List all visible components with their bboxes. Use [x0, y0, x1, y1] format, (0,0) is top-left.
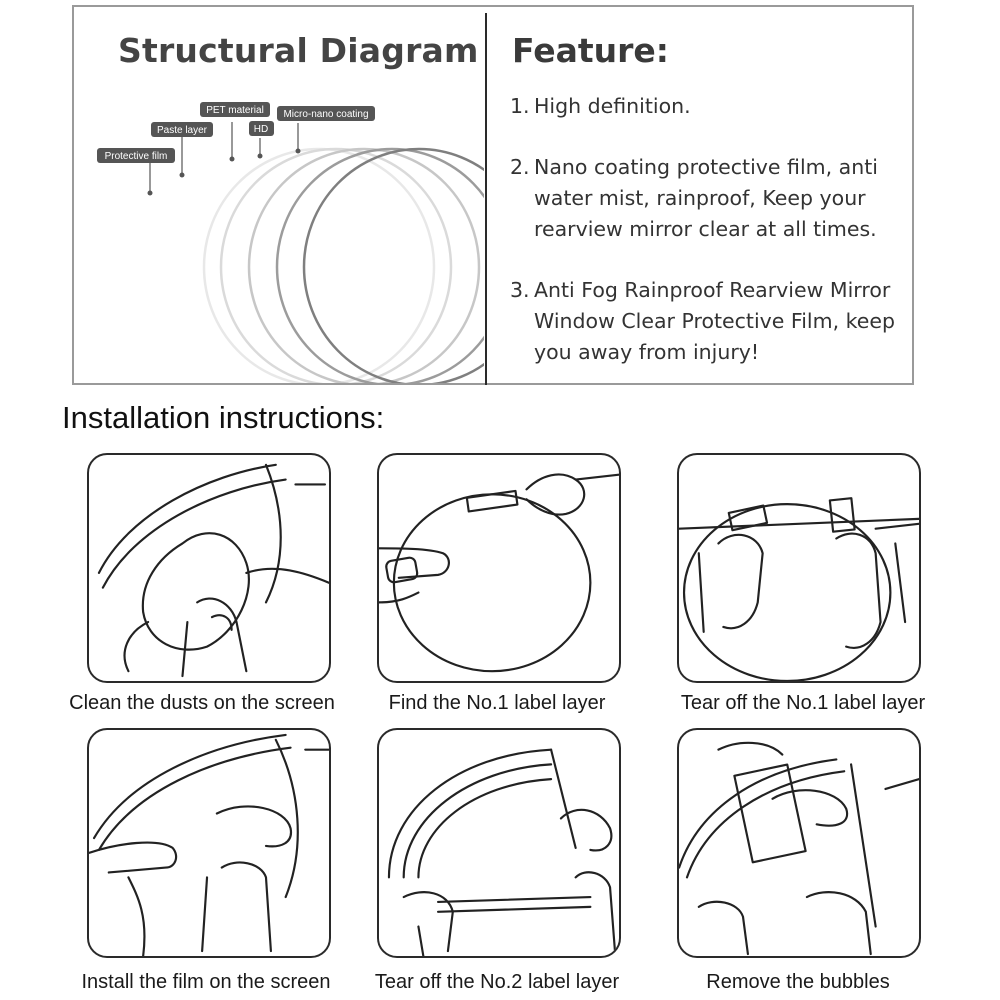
step-5-caption: Tear off the No.2 label layer — [374, 971, 620, 993]
label-hd: HD — [253, 124, 269, 135]
step-1-caption: Clean the dusts on the screen — [69, 692, 335, 714]
feature-number: 1. — [510, 94, 530, 118]
step-4-illustration — [87, 728, 331, 958]
label-pet-material: PET material — [206, 105, 264, 116]
feature-item-3 — [510, 275, 910, 368]
feature-item-1 — [510, 91, 910, 122]
structural-diagram-title: Structural Diagram — [118, 31, 479, 70]
ring-hd — [277, 149, 484, 383]
ring-protective-film — [204, 149, 434, 383]
label-micro-nano-coating: Micro-nano coating — [283, 109, 369, 120]
step-3-illustration — [677, 453, 921, 683]
feature-item-2 — [510, 152, 910, 245]
feature-list — [510, 91, 910, 398]
label-paste-layer: Paste layer — [156, 125, 208, 136]
feature-title: Feature: — [512, 31, 669, 70]
label-protective-film: Protective film — [104, 151, 168, 162]
top-info-box — [72, 5, 914, 385]
column-divider — [485, 13, 487, 385]
feature-number: 2. — [510, 155, 530, 179]
step-2-illustration — [377, 453, 621, 683]
ring-micro-nano-coating — [304, 149, 484, 383]
step-4-caption: Install the film on the screen — [81, 971, 331, 993]
step-3-caption: Tear off the No.1 label layer — [680, 692, 926, 714]
installation-title: Installation instructions: — [62, 400, 385, 435]
feature-text: High definition. — [534, 94, 691, 118]
feature-text: Anti Fog Rainproof Rearview Mirror Window Clear Protective Film, keep you away from injury! — [534, 278, 895, 364]
step-6-caption: Remove the bubbles — [706, 971, 890, 993]
step-2-caption: Find the No.1 label layer — [388, 692, 606, 714]
feature-number: 3. — [510, 278, 530, 302]
step-5-illustration — [377, 728, 621, 958]
feature-text: Nano coating protective film, anti water mist, rainproof, Keep your rearview mirror clear at all times. — [534, 155, 878, 241]
step-6-illustration — [677, 728, 921, 958]
ring-pet-material — [249, 149, 479, 383]
step-1-illustration — [87, 453, 331, 683]
structural-layers-diagram — [74, 7, 484, 383]
